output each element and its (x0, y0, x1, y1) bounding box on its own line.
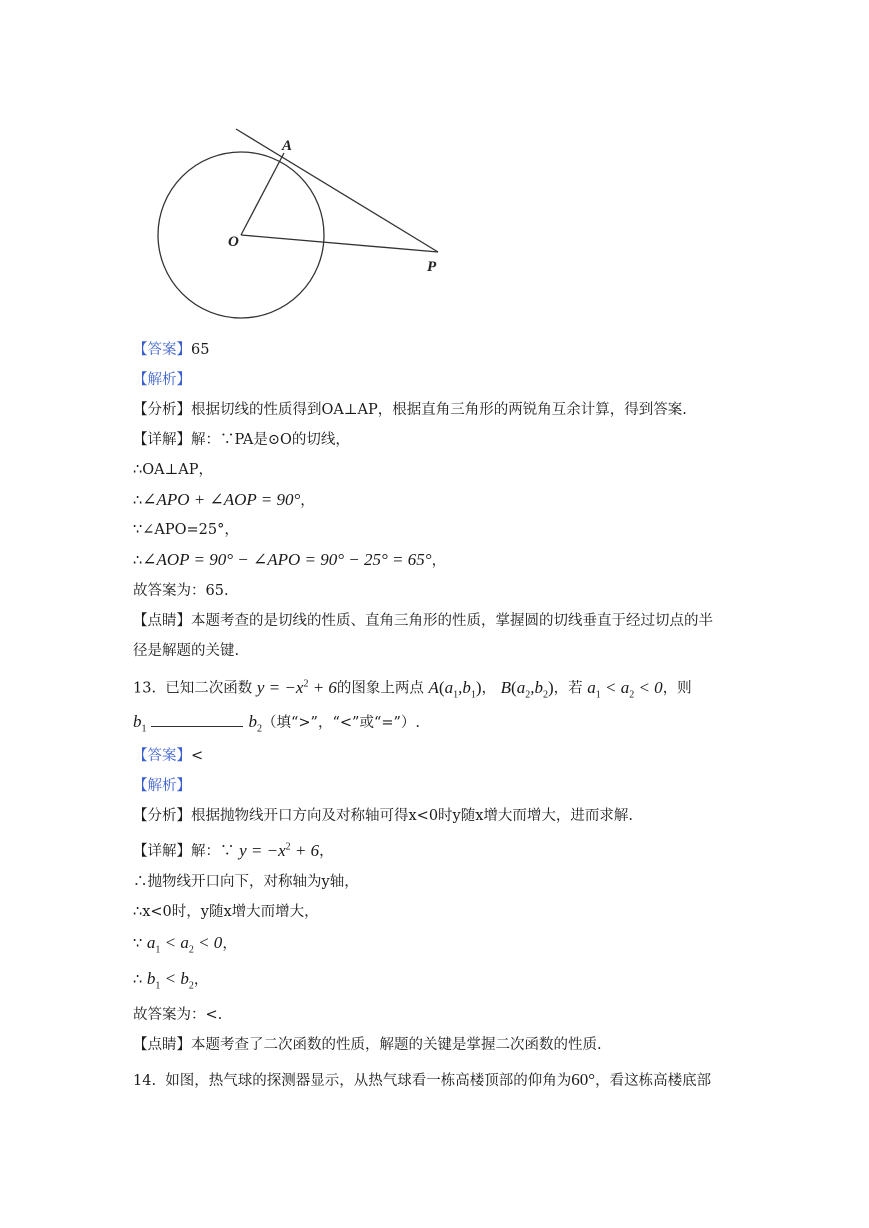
q12-analysis-tag: 【解析】 (133, 372, 191, 388)
q13-number: 13. (133, 680, 157, 697)
label-a: A (282, 138, 293, 154)
q12-conclusion: 故答案为：65. (133, 583, 229, 599)
q12-step2: ∴OA⊥AP， (133, 462, 213, 478)
segment-op (241, 235, 438, 252)
q13-analysis-tag: 【解析】 (133, 778, 191, 794)
q13-step3: ∴x<0时，y随x增大而增大， (133, 904, 319, 920)
q14-stem: 14. 如图，热气球的探测器显示，从热气球看一栋高楼顶部的仰角为60°，看这栋高楼底部 (133, 1070, 712, 1089)
tangent-line (236, 129, 438, 252)
answer-blank (151, 714, 243, 727)
q13-conclusion: 故答案为：<. (133, 1007, 223, 1023)
q12-step5: ∴∠AOP = 90° − ∠APO = 90° − 25° = 65°， (133, 550, 447, 569)
q14-number: 14. (133, 1073, 157, 1089)
q12-step3: ∴∠APO + ∠AOP = 90°， (133, 490, 315, 509)
label-o: O (228, 234, 239, 250)
q12-step4: ∵∠APO=25°， (133, 522, 239, 538)
q13-step1: 【详解】解：∵ $y = -x^2 + 6$， (133, 840, 334, 860)
q13-answer: 【答案】< (133, 748, 204, 764)
q12-step1: 【详解】解：∵PA是⊙O的切线， (133, 432, 350, 448)
q12-dianjing-cont: 径是解题的关键. (133, 643, 240, 659)
geometry-figure (150, 122, 450, 322)
q13-dianjing: 【点睛】本题考查了二次函数的性质，解题的关键是掌握二次函数的性质. (133, 1037, 602, 1053)
q13-fenxi: 【分析】根据抛物线开口方向及对称轴可得x<0时y随x增大而增大，进而求解. (133, 808, 634, 824)
q13-stem-cont: $b_1$ $b_2$（填“>”，“<”或“=”）. (133, 712, 421, 735)
q12-answer: 【答案】65 (133, 342, 210, 358)
q13-stem: 13. 已知二次函数 $y = -x^2 + 6$的图象上两点 $A(a_1,b_1)$， $B(a_2,b_2)$，若 $a_1 < a_2 < 0$，则 (133, 677, 692, 701)
q13-step5: ∴ $b_1 < b_2$， (133, 969, 209, 992)
q12-fenxi: 【分析】根据切线的性质得到OA⊥AP，根据直角三角形的两锐角互余计算，得到答案. (133, 402, 687, 418)
q12-dianjing: 【点睛】本题考查的是切线的性质、直角三角形的性质，掌握圆的切线垂直于经过切点的半 (133, 613, 713, 629)
segment-oa (241, 153, 284, 235)
q13-step2: ∴抛物线开口向下，对称轴为y轴， (133, 874, 359, 890)
q13-step4: ∵ $a_1 < a_2 < 0$， (133, 933, 237, 956)
label-p: P (427, 259, 437, 275)
